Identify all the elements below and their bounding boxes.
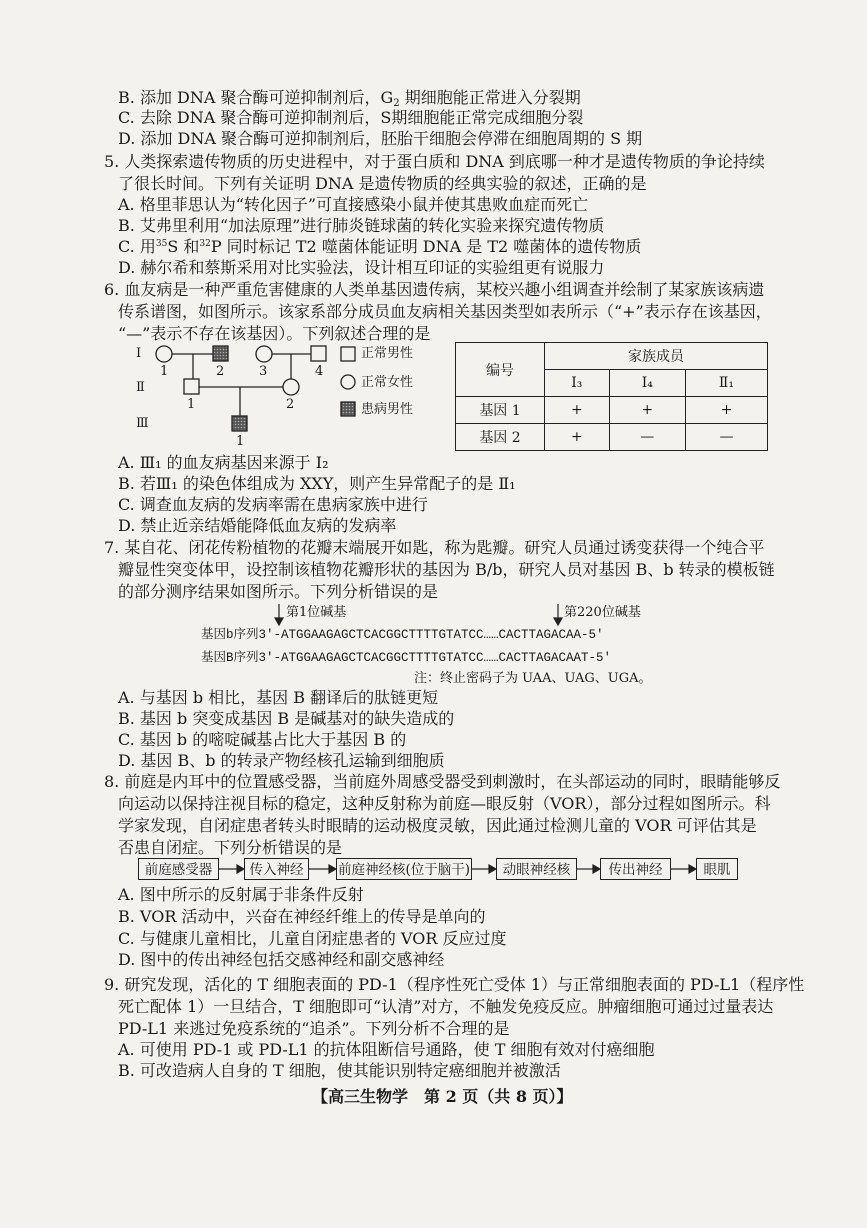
table-header-group: 家族成员 [545, 343, 768, 370]
first-base-label: 第1位碱基 [286, 605, 347, 620]
legend-normal-male: 正常男性 [361, 346, 414, 361]
table-member: Ⅱ₁ [685, 370, 767, 397]
table-header-id: 编号 [456, 343, 545, 397]
q8-stem-4: 否患自闭症。下列分析错误的是 [118, 838, 343, 857]
q7-option-b: B. 基因 b 突变成基因 B 是碱基对的缺失造成的 [118, 709, 455, 728]
ind-II-1: 1 [187, 397, 196, 412]
q5-option-c: C. 用$^{35}$S 和$^{32}$P 同时标记 T2 噬菌体能证明 DNA 是 T2 噬菌体的遗传物质 [118, 237, 642, 256]
gen-label-1: Ⅰ [136, 346, 142, 361]
ind-I-3: 3 [259, 364, 268, 379]
q9-stem: 9. 研究发现，活化的 T 细胞表面的 PD-1（程序性死亡受体 1）与正常细胞表面的 PD-L1（程序性 [104, 975, 805, 994]
legend-normal-female: 正常女性 [361, 375, 414, 390]
q9-stem-3: PD-L1 来逃过免疫系统的“追杀”。下列分析不合理的是 [118, 1019, 510, 1038]
ind-II-2: 2 [286, 397, 295, 412]
q7-stem: 7. 某自花、闭花传粉植物的花瓣末端展开如匙，称为匙瓣。研究人员通过诱变获得一个纯合平 [104, 538, 765, 557]
page-footer: 【高三生物学 第 2 页（共 8 页）】 [312, 1087, 573, 1106]
ind-I-1: 1 [160, 364, 169, 379]
q8-stem-2: 向运动以保持注视目标的稳定，这种反射称为前庭—眼反射（VOR），部分过程如图所示。科 [118, 794, 771, 813]
q8-stem: 8. 前庭是内耳中的位置感受器，当前庭外周感受器受到刺激时，在头部运动的同时，眼睛能够反 [104, 772, 781, 791]
q5-stem-2: 了很长时间。下列有关证明 DNA 是遗传物质的经典实验的叙述，正确的是 [118, 174, 647, 193]
gen-label-3: Ⅲ [136, 416, 149, 431]
q7-option-c: C. 基因 b 的嘧啶碱基占比大于基因 B 的 [118, 730, 407, 749]
q7-stem-3: 的部分测序结果如图所示。下列分析错误的是 [118, 582, 439, 601]
q7-stem-2: 瓣显性突变体甲，设控制该植物花瓣形状的基因为 B/b，研究人员对基因 B、b 转录的模板链 [118, 560, 775, 579]
base-220-label: 第220位碱基 [564, 605, 641, 620]
sequence-b: 基因b序列3′-ATGGAAGAGCTCACGGCTTTTGTATCC……CACTTAGACAA-5′ [201, 628, 604, 642]
table-row: 基因 1 + + + [456, 397, 768, 424]
q9-stem-2: 死亡配体 1）一旦结合，T 细胞即可“认清”对方，不触发免疫反应。肿瘤细胞可通过过量表达 [118, 997, 774, 1016]
flow-oculomotor-nucleus: 动眼神经核 [496, 858, 577, 880]
gene-table [455, 342, 768, 451]
ind-I-4: 4 [315, 364, 324, 379]
q6-stem: 6. 血友病是一种严重危害健康的人类单基因遗传病，某校兴趣小组调查并绘制了某家族该病遗 [104, 280, 765, 299]
table-row: 基因 2 + — — [456, 424, 768, 451]
flow-efferent-nerve: 传出神经 [600, 858, 671, 880]
q6-option-a: A. Ⅲ₁ 的血友病基因来源于 Ⅰ₂ [118, 453, 329, 472]
q8-option-a: A. 图中所示的反射属于非条件反射 [118, 885, 364, 904]
q5-option-b: B. 艾弗里利用“加法原理”进行肺炎链球菌的转化实验来探究遗传物质 [118, 216, 605, 235]
table-member: Ⅰ₄ [609, 370, 685, 397]
q5-option-d: D. 赫尔希和蔡斯采用对比实验法，设计相互印证的实验组更有说服力 [118, 258, 605, 277]
q8-option-c: C. 与健康儿童相比，儿童自闭症患者的 VOR 反应过度 [118, 929, 507, 948]
q8-stem-3: 学家发现，自闭症患者转头时眼睛的运动极度灵敏，因此通过检测儿童的 VOR 可评估其是 [118, 816, 757, 835]
flow-vestibular-receptor: 前庭感受器 [138, 858, 219, 880]
q4-option-c: C. 去除 DNA 聚合酶可逆抑制剂后，S期细胞能正常完成细胞分裂 [118, 108, 584, 127]
q6-stem-3: “—”表示不存在该基因）。下列叙述合理的是 [118, 324, 431, 343]
stop-codon-note: 注：终止密码子为 UAA、UAG、UGA。 [414, 671, 652, 686]
q9-option-a: A. 可使用 PD-1 或 PD-L1 的抗体阻断信号通路，使 T 细胞有效对付癌细胞 [118, 1040, 655, 1059]
q4-option-b: B. 添加 DNA 聚合酶可逆抑制剂后，$G_2$ 期细胞能正常进入分裂期 [118, 88, 581, 109]
ind-III-1: 1 [236, 434, 245, 449]
table-member: Ⅰ₃ [545, 370, 610, 397]
q6-option-b: B. 若Ⅲ₁ 的染色体组成为 XXY，则产生异常配子的是 Ⅱ₁ [118, 474, 516, 493]
sequence-B: 基因B序列3′-ATGGAAGAGCTCACGGCTTTTGTATCC……CACTTAGACAAT-5′ [201, 651, 612, 665]
q8-option-b: B. VOR 活动中，兴奋在神经纤维上的传导是单向的 [118, 907, 486, 926]
legend-affected-male: 患病男性 [361, 402, 414, 417]
q7-option-a: A. 与基因 b 相比，基因 B 翻译后的肽链更短 [118, 688, 439, 707]
q6-option-c: C. 调查血友病的发病率需在患病家族中进行 [118, 495, 428, 514]
gen-label-2: Ⅱ [136, 380, 145, 395]
flow-afferent-nerve: 传入神经 [244, 858, 309, 880]
flow-vestibular-nucleus: 前庭神经核(位于脑干) [336, 858, 472, 880]
q4-option-d: D. 添加 DNA 聚合酶可逆抑制剂后，胚胎干细胞会停滞在细胞周期的 S 期 [118, 129, 643, 148]
ind-I-2: 2 [216, 364, 225, 379]
q6-stem-2: 传系谱图，如图所示。该家系部分成员血友病相关基因类型如表所示（“+”表示存在该基因， [118, 302, 772, 321]
q7-option-d: D. 基因 B、b 的转录产物经核孔运输到细胞质 [118, 751, 445, 770]
flow-eye-muscle: 眼肌 [696, 858, 738, 880]
q9-option-b: B. 可改造病人自身的 T 细胞，使其能识别特定癌细胞并被激活 [118, 1061, 561, 1080]
q5-option-a: A. 格里菲思认为“转化因子”可直接感染小鼠并使其患败血症而死亡 [118, 195, 589, 214]
q8-option-d: D. 图中的传出神经包括交感神经和副交感神经 [118, 950, 445, 969]
q6-option-d: D. 禁止近亲结婚能降低血友病的发病率 [118, 516, 397, 535]
q5-stem: 5. 人类探索遗传物质的历史进程中，对于蛋白质和 DNA 到底哪一种才是遗传物质的争论持续 [104, 152, 765, 171]
